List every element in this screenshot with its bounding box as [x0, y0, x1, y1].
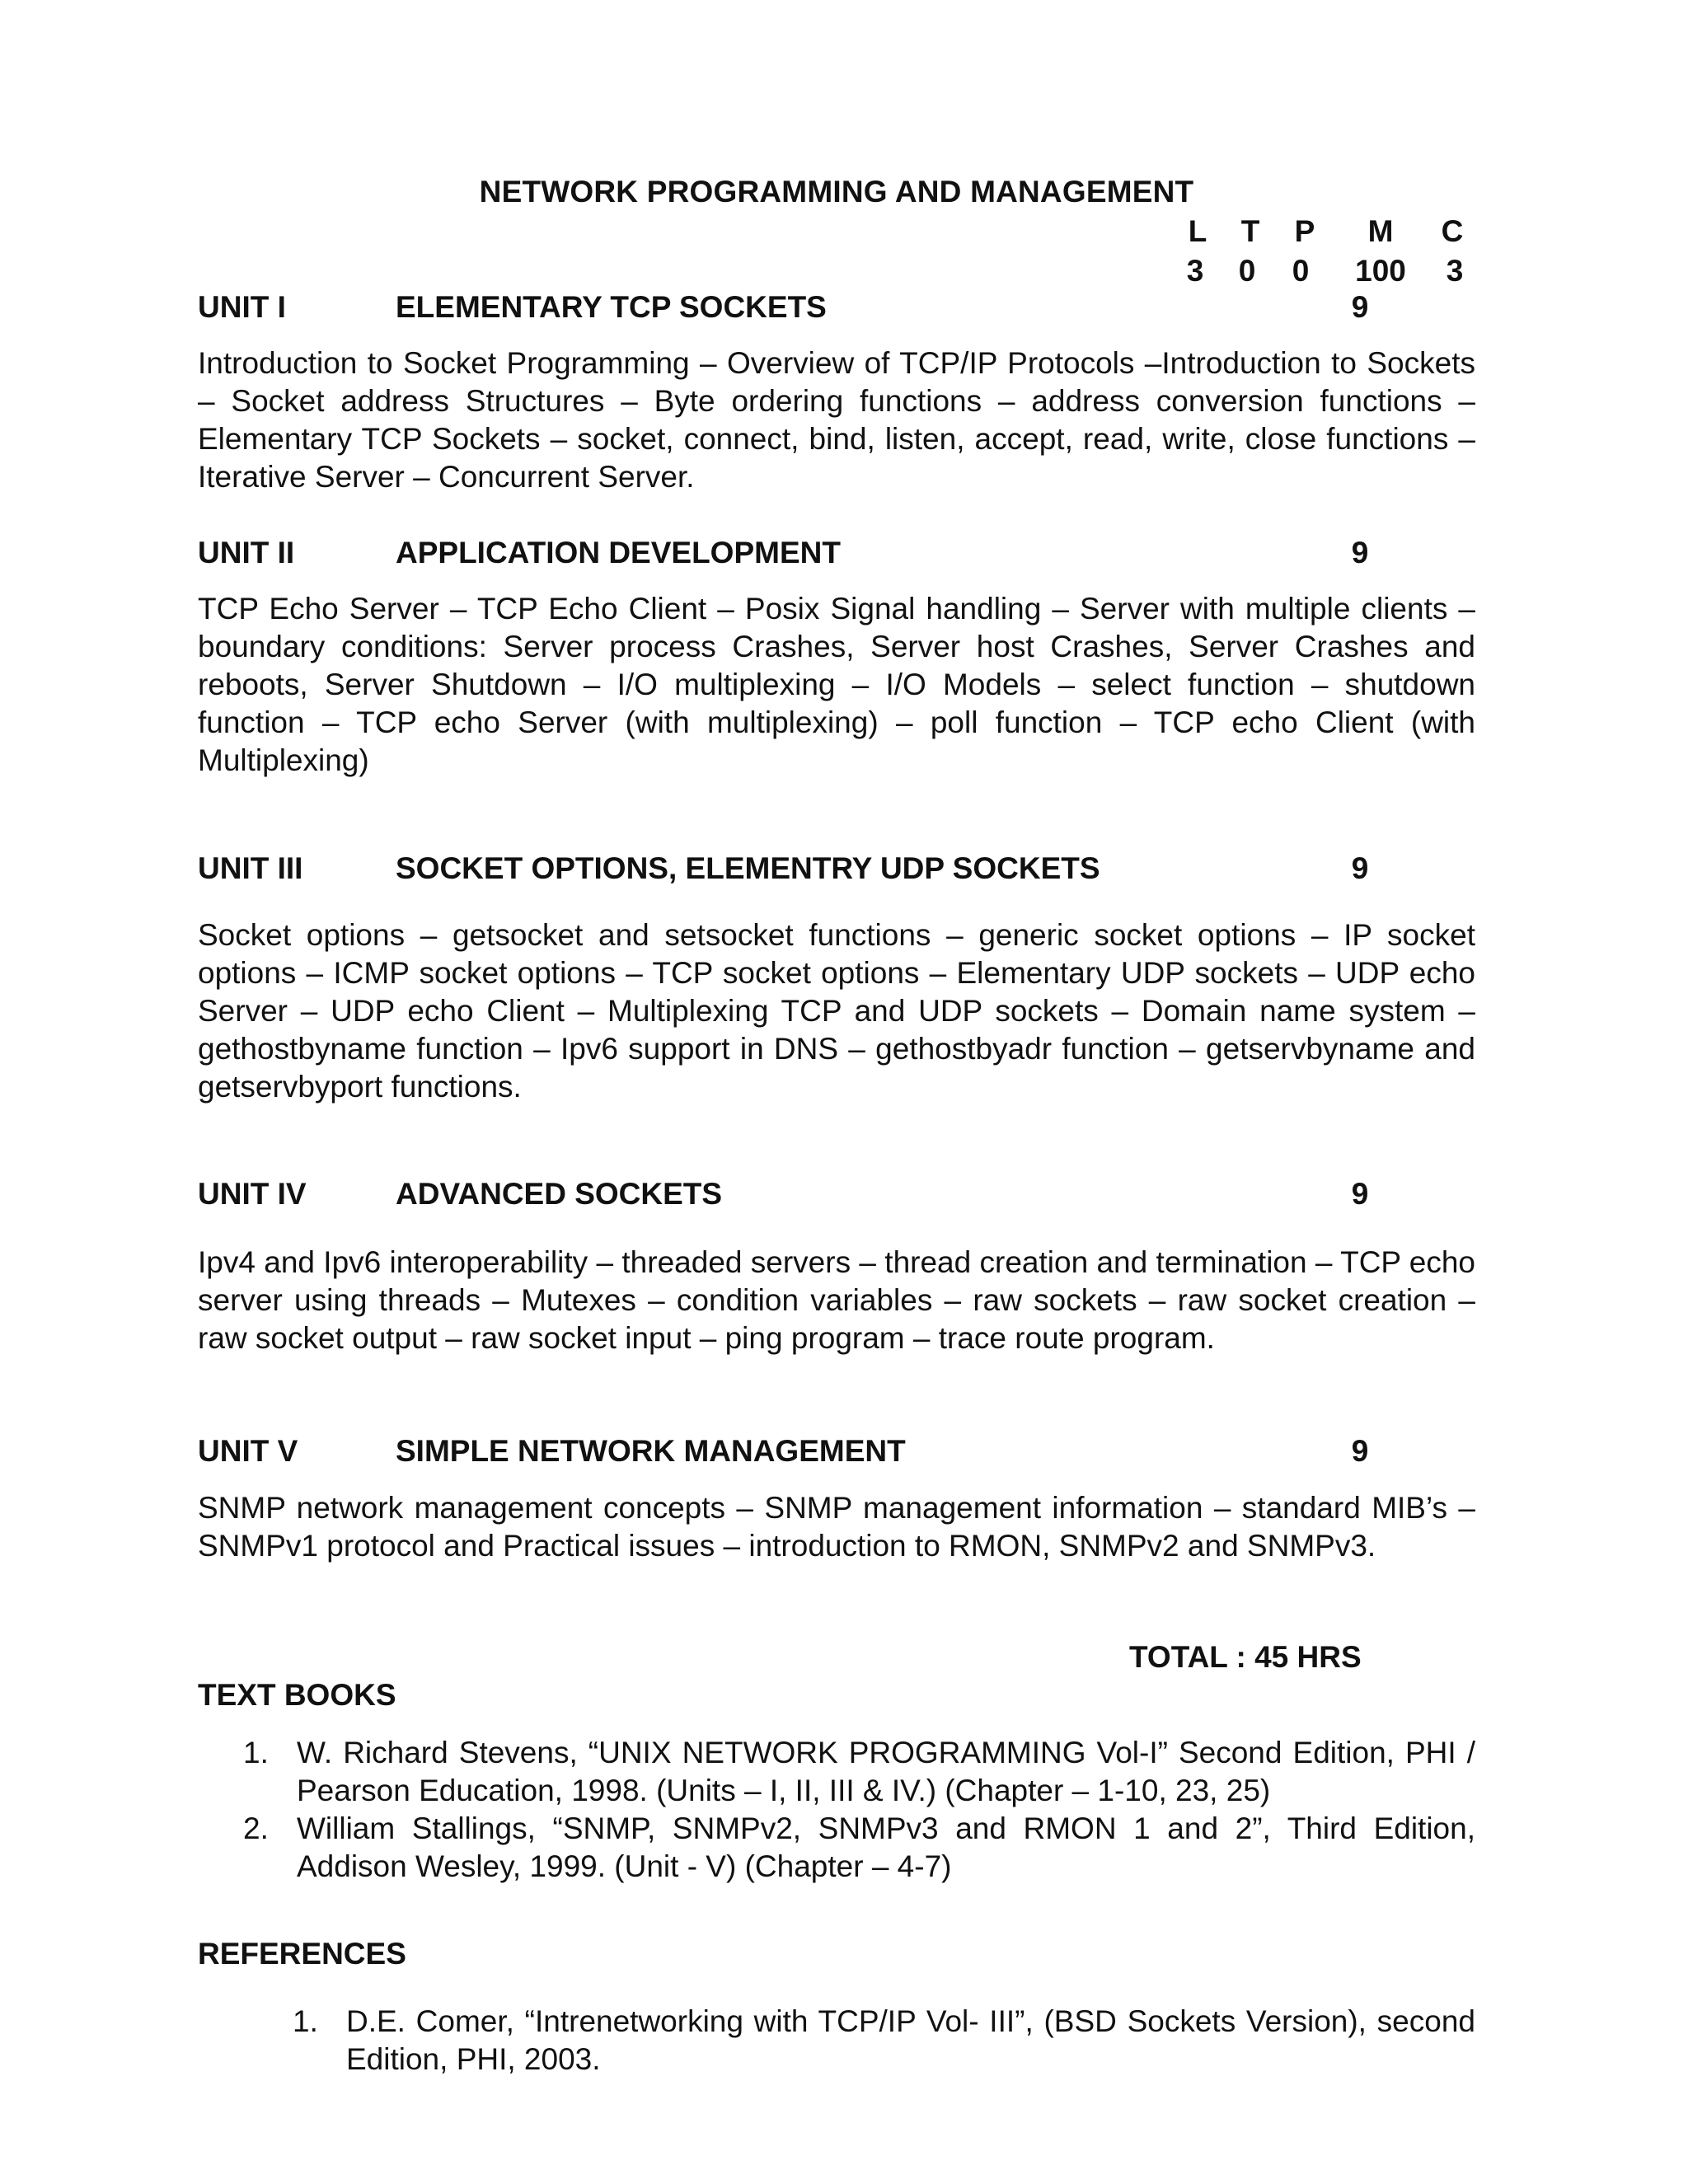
unit-hours: 9 [1351, 290, 1369, 324]
unit-5-content: SNMP network management concepts – SNMP management information – standard MIB’s – SNMPv1 protocol and Practical issues – introduction to RMON, SNMPv2 and SNMPv3. [198, 1491, 1475, 1563]
list-item-text: D.E. Comer, “Intrenetworking with TCP/IP Vol- III”, (BSD Sockets Version), second Edition, PHI, 2003. [346, 2004, 1475, 2076]
list-item-text: W. Richard Stevens, “UNIX NETWORK PROGRAMMING Vol-I” Second Edition, PHI / Pearson Education, 1998. (Units – I, II, III & IV.) (Chapter – 1-10, 23, 25) [297, 1736, 1475, 1807]
unit-title: SOCKET OPTIONS, ELEMENTRY UDP SOCKETS [396, 851, 1100, 885]
unit-4-content: Ipv4 and Ipv6 interoperability – threaded servers – thread creation and termination – TCP echo server using threads – Mutexes – condition variables – raw sockets – raw socket creation – raw socket output – raw socket input – ping program – trace route program. [198, 1245, 1475, 1355]
list-item [198, 2003, 1475, 2079]
unit-hours: 9 [1351, 851, 1369, 885]
list-item [198, 1810, 1475, 1886]
unit-3-content: Socket options – getsocket and setsocket functions – generic socket options – IP socket options – ICMP socket options – TCP socket options – Elementary UDP sockets – UDP echo Server – UDP echo Client – Multiplexing TCP and UDP sockets – Domain name system – gethostbyname function – Ipv6 support in DNS – gethostbyadr function – getservbyname and getservbyport functions. [198, 918, 1475, 1104]
unit-hours: 9 [1351, 1177, 1369, 1211]
unit-hours: 9 [1351, 536, 1369, 569]
text-books-heading: TEXT BOOKS [198, 1678, 396, 1712]
list-item-text: William Stallings, “SNMP, SNMPv2, SNMPv3 and RMON 1 and 2”, Third Edition, Addison Wesley, 1999. (Unit - V) (Chapter – 4-7) [297, 1811, 1475, 1883]
unit-code: UNIT I [198, 290, 286, 324]
credit-values [0, 254, 1688, 292]
credit-value-t: 0 [1238, 254, 1256, 288]
credit-value-m: 100 [1355, 254, 1406, 288]
unit-2-heading [198, 536, 1475, 574]
unit-4-heading [198, 1177, 1475, 1215]
references-list [198, 2003, 1475, 2079]
unit-code: UNIT II [198, 536, 295, 569]
unit-1-content: Introduction to Socket Programming – Overview of TCP/IP Protocols –Introduction to Sockets – Socket address Structures – Byte ordering functions – address conversion functions – Elementary TCP Sockets – socket, connect, bind, listen, accept, read, write, close functions – Iterative Server – Concurrent Server. [198, 346, 1475, 494]
credit-header-m: M [1367, 214, 1394, 248]
page-title: NETWORK PROGRAMMING AND MANAGEMENT [479, 175, 1194, 209]
unit-title: ADVANCED SOCKETS [396, 1177, 723, 1211]
unit-title: APPLICATION DEVELOPMENT [396, 536, 841, 569]
unit-title: SIMPLE NETWORK MANAGEMENT [396, 1434, 906, 1468]
credit-header-c: C [1441, 214, 1464, 248]
total-hours: TOTAL : 45 HRS [1129, 1640, 1362, 1674]
unit-code: UNIT IV [198, 1177, 307, 1211]
credit-header-t: T [1240, 214, 1260, 248]
list-item [198, 1734, 1475, 1810]
credit-value-p: 0 [1292, 254, 1310, 288]
unit-2-content: TCP Echo Server – TCP Echo Client – Posix Signal handling – Server with multiple clients – boundary conditions: Server process Crashes, Server host Crashes, Server Crashes and reboots, Server Shutdown – I/O multiplexing – I/O Models – select function – shutdown function – TCP echo Server (with multiplexing) – poll function – TCP echo Client (with Multiplexing) [198, 592, 1475, 777]
unit-code: UNIT V [198, 1434, 298, 1468]
credit-header-p: P [1294, 214, 1315, 248]
list-item-number: 2. [243, 1811, 269, 1845]
credit-headers [0, 214, 1688, 252]
unit-5-heading [198, 1434, 1475, 1472]
list-item-number: 1. [293, 2004, 318, 2038]
unit-hours: 9 [1351, 1434, 1369, 1468]
unit-1-heading [198, 290, 1475, 328]
text-books-list [198, 1734, 1475, 1886]
credit-header-l: L [1188, 214, 1207, 248]
credit-value-l: 3 [1186, 254, 1204, 288]
references-heading: REFERENCES [198, 1937, 406, 1971]
unit-3-heading [198, 851, 1475, 889]
unit-title: ELEMENTARY TCP SOCKETS [396, 290, 827, 324]
unit-code: UNIT III [198, 851, 303, 885]
credit-value-c: 3 [1446, 254, 1464, 288]
list-item-number: 1. [243, 1736, 269, 1769]
